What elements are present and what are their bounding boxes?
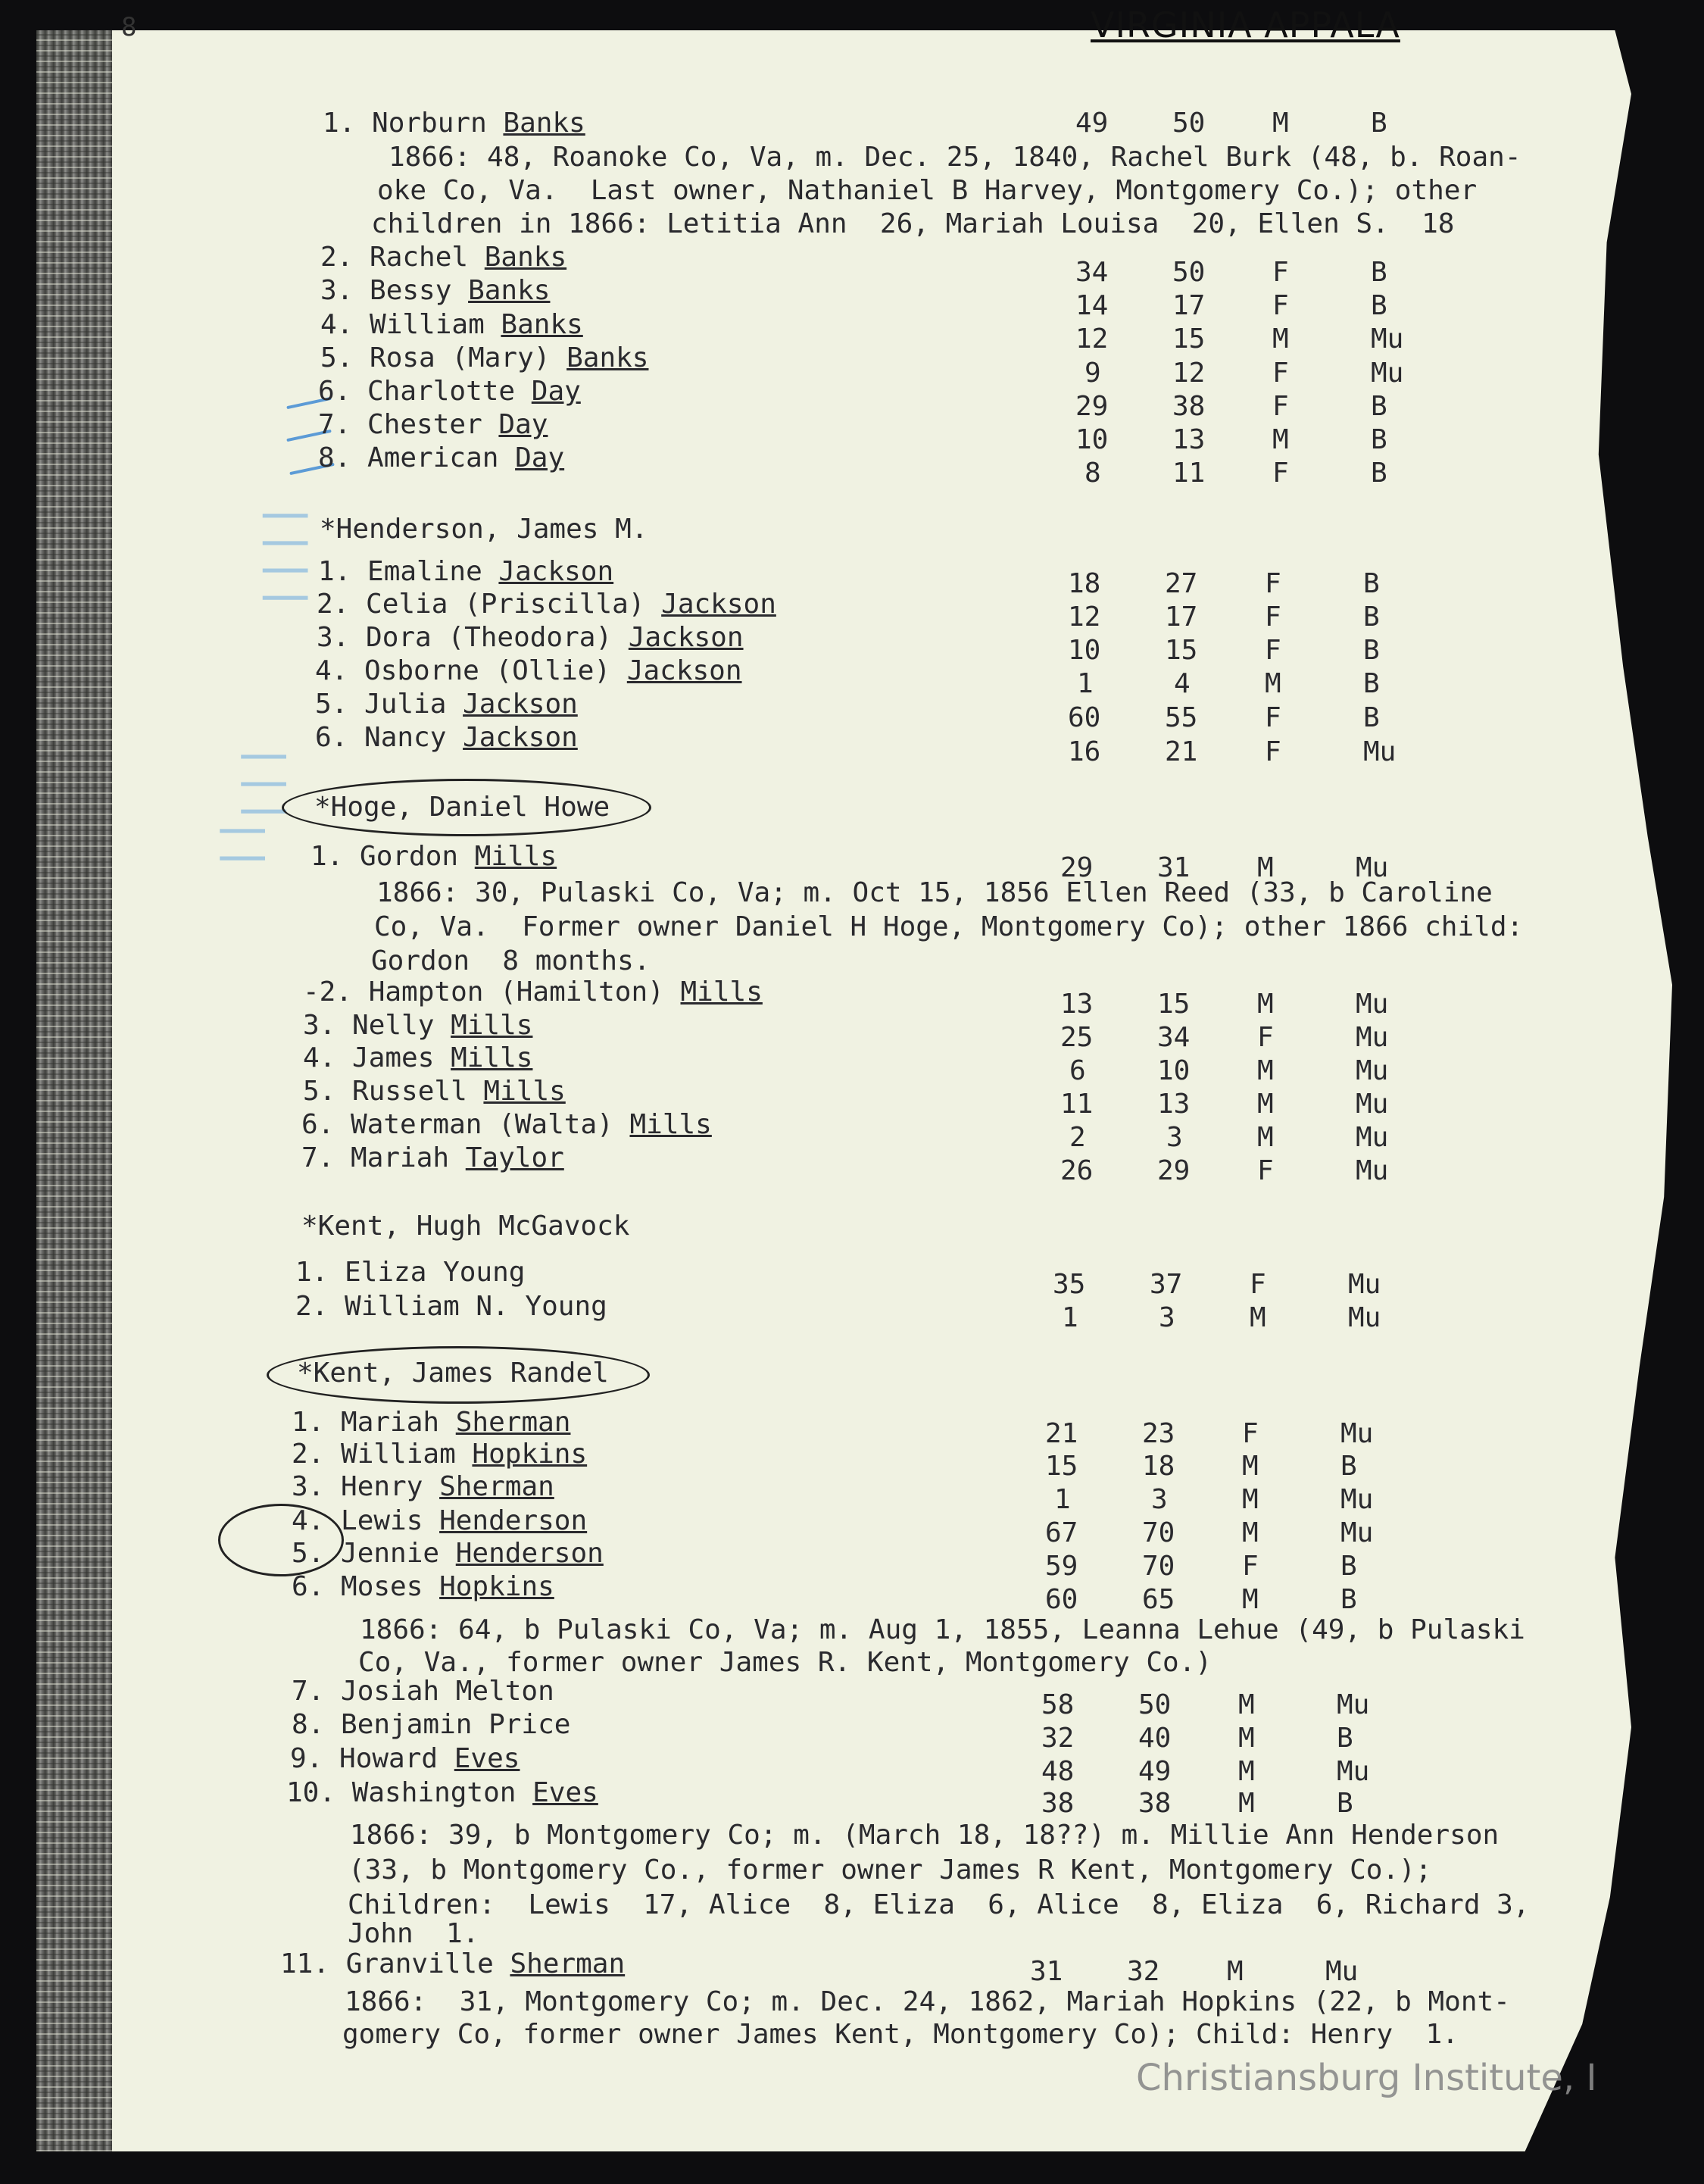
race-value: B (1337, 1723, 1353, 1754)
age-later-value: 70 (1142, 1551, 1175, 1582)
person-entry: 4. James Mills (303, 1042, 533, 1073)
race-value: B (1363, 668, 1380, 699)
sex-value: M (1257, 989, 1274, 1020)
age-later-value: 65 (1142, 1584, 1175, 1615)
watermark: Christiansburg Institute, I (1136, 2057, 1597, 2099)
entry-note: 1866: 30, Pulaski Co, Va; m. Oct 15, 1856 Ellen Reed (33, b Caroline (376, 877, 1493, 908)
age-1866-value: 12 (1068, 601, 1101, 633)
race-value: B (1363, 601, 1380, 633)
surname: Eves (532, 1777, 598, 1808)
person-entry: 2. Rachel Banks (320, 242, 567, 273)
header-title: VIRGINIA APPALA (1091, 5, 1400, 45)
age-later-value: 38 (1172, 391, 1206, 422)
entry-note: John 1. (348, 1918, 479, 1949)
sex-value: M (1257, 852, 1274, 883)
age-1866-value: 10 (1075, 424, 1109, 455)
age-1866-value: 67 (1045, 1517, 1078, 1548)
surname: Hopkins (439, 1571, 554, 1602)
sex-value: M (1238, 1756, 1255, 1787)
race-value: B (1340, 1551, 1357, 1582)
age-1866-value: 31 (1030, 1956, 1063, 1987)
page-number: 8 (121, 12, 137, 42)
sex-value: M (1238, 1788, 1255, 1819)
race-value: Mu (1348, 1302, 1381, 1333)
entry-note: children in 1866: Letitia Ann 26, Mariah Louisa 20, Ellen S. 18 (371, 208, 1455, 239)
sex-value: F (1242, 1551, 1259, 1582)
age-later-value: 15 (1165, 635, 1198, 666)
surname: Jackson (463, 722, 578, 753)
age-later-value: 11 (1172, 458, 1206, 489)
age-later-value: 12 (1172, 358, 1206, 389)
age-1866-value: 59 (1045, 1551, 1078, 1582)
age-1866-value: 25 (1060, 1022, 1094, 1053)
race-value: B (1337, 1788, 1353, 1819)
age-later-value: 13 (1172, 424, 1206, 455)
surname: Mills (629, 1109, 712, 1140)
age-later-value: 70 (1142, 1517, 1175, 1548)
age-later-value: 23 (1142, 1418, 1175, 1449)
surname: Mills (451, 1042, 533, 1073)
race-value: Mu (1356, 852, 1389, 883)
age-1866-value: 29 (1075, 391, 1109, 422)
race-value: Mu (1340, 1484, 1374, 1515)
age-later-value: 50 (1172, 257, 1206, 288)
sex-value: F (1272, 391, 1289, 422)
race-value: B (1371, 290, 1387, 321)
race-value: Mu (1356, 1155, 1389, 1186)
person-entry: 5. Russell Mills (303, 1076, 566, 1107)
age-1866-value: 1 (1062, 1302, 1078, 1333)
age-later-value: 10 (1157, 1055, 1191, 1086)
sex-value: M (1242, 1517, 1259, 1548)
race-value: B (1371, 257, 1387, 288)
person-entry: 1. Eliza Young (295, 1257, 526, 1288)
person-entry: 3. Dora (Theodora) Jackson (317, 622, 744, 653)
sex-value: M (1272, 424, 1289, 455)
person-entry: 1. Emaline Jackson (318, 556, 614, 587)
circle-mark (282, 779, 651, 836)
age-1866-value: 49 (1075, 108, 1109, 139)
age-later-value: 50 (1172, 108, 1206, 139)
surname: Sherman (510, 1948, 626, 1979)
age-1866-value: 13 (1060, 989, 1094, 1020)
age-later-value: 31 (1157, 852, 1191, 883)
race-value: Mu (1337, 1756, 1370, 1787)
age-1866-value: 32 (1041, 1723, 1075, 1754)
age-later-value: 21 (1165, 736, 1198, 767)
person-entry: 6. Charlotte Day (318, 376, 581, 407)
surname: Mills (680, 976, 763, 1008)
surname: Day (498, 409, 548, 440)
race-value: Mu (1348, 1269, 1381, 1300)
race-value: B (1371, 458, 1387, 489)
age-1866-value: 60 (1045, 1584, 1078, 1615)
sex-value: M (1242, 1451, 1259, 1482)
entry-note: Children: Lewis 17, Alice 8, Eliza 6, Alice 8, Eliza 6, Richard 3, (348, 1889, 1530, 1920)
race-value: B (1371, 424, 1387, 455)
person-entry: 3. Henry Sherman (292, 1471, 554, 1502)
sex-value: M (1272, 323, 1289, 355)
age-1866-value: 16 (1068, 736, 1101, 767)
age-1866-value: 21 (1045, 1418, 1078, 1449)
sex-value: F (1272, 290, 1289, 321)
entry-note: Gordon 8 months. (371, 945, 651, 976)
sex-value: F (1265, 736, 1281, 767)
race-value: Mu (1371, 323, 1404, 355)
race-value: B (1340, 1584, 1357, 1615)
race-value: Mu (1356, 1022, 1389, 1053)
surname: Sherman (455, 1407, 571, 1438)
race-value: B (1371, 108, 1387, 139)
surname: Henderson (455, 1538, 604, 1569)
entry-note: 1866: 39, b Montgomery Co; m. (March 18, 18??) m. Millie Ann Henderson (350, 1820, 1500, 1851)
age-later-value: 38 (1138, 1788, 1172, 1819)
sex-value: F (1265, 568, 1281, 599)
person-entry: 4. Osborne (Ollie) Jackson (315, 655, 742, 686)
age-later-value: 15 (1157, 989, 1191, 1020)
age-later-value: 27 (1165, 568, 1198, 599)
blue-tally-mark-3: || (213, 817, 267, 873)
age-1866-value: 1 (1054, 1484, 1071, 1515)
surname: Jackson (626, 655, 742, 686)
age-1866-value: 8 (1085, 458, 1101, 489)
race-value: Mu (1340, 1418, 1374, 1449)
age-1866-value: 35 (1053, 1269, 1086, 1300)
surname: Banks (501, 309, 583, 340)
age-later-value: 3 (1151, 1484, 1168, 1515)
person-entry: 3. Nelly Mills (303, 1010, 533, 1041)
age-1866-value: 12 (1075, 323, 1109, 355)
age-later-value: 49 (1138, 1756, 1172, 1787)
sex-value: M (1238, 1723, 1255, 1754)
blue-tally-mark-2: ||| (234, 742, 288, 826)
race-value: B (1340, 1451, 1357, 1482)
sex-value: F (1272, 358, 1289, 389)
person-entry: 7. Chester Day (318, 409, 548, 440)
surname: Jackson (628, 622, 744, 653)
race-value: Mu (1356, 1122, 1389, 1153)
person-entry: 8. Benjamin Price (292, 1709, 571, 1740)
person-entry: 7. Mariah Taylor (301, 1142, 564, 1173)
race-value: Mu (1337, 1689, 1370, 1720)
person-entry: 4. Lewis Henderson (292, 1505, 588, 1536)
person-entry: 6. Waterman (Walta) Mills (301, 1109, 712, 1140)
sex-value: F (1257, 1022, 1274, 1053)
age-later-value: 37 (1150, 1269, 1183, 1300)
person-entry: 2. William Hopkins (292, 1439, 588, 1470)
age-later-value: 32 (1127, 1956, 1160, 1987)
surname: Eves (454, 1743, 520, 1774)
surname: Banks (503, 108, 585, 139)
entry-note: 1866: 48, Roanoke Co, Va, m. Dec. 25, 1840, Rachel Burk (48, b. Roan- (389, 142, 1521, 173)
owner-heading: *Kent, Hugh McGavock (301, 1211, 630, 1242)
surname: Banks (566, 342, 649, 373)
race-value: Mu (1363, 736, 1397, 767)
age-later-value: 29 (1157, 1155, 1191, 1186)
race-value: Mu (1356, 1089, 1389, 1120)
age-1866-value: 11 (1060, 1089, 1094, 1120)
entry-note: 1866: 64, b Pulaski Co, Va; m. Aug 1, 1855, Leanna Lehue (49, b Pulaski (360, 1614, 1525, 1645)
surname: Day (515, 442, 565, 473)
surname: Mills (474, 841, 557, 872)
race-value: B (1371, 391, 1387, 422)
age-1866-value: 38 (1041, 1788, 1075, 1819)
race-value: B (1363, 702, 1380, 733)
age-1866-value: 15 (1045, 1451, 1078, 1482)
age-1866-value: 2 (1069, 1122, 1086, 1153)
sex-value: F (1265, 702, 1281, 733)
person-entry: 5. Julia Jackson (315, 689, 578, 720)
surname: Hopkins (472, 1439, 588, 1470)
person-entry: 2. Celia (Priscilla) Jackson (317, 589, 776, 620)
race-value: Mu (1325, 1956, 1359, 1987)
age-1866-value: 6 (1069, 1055, 1086, 1086)
race-value: Mu (1356, 1055, 1389, 1086)
age-1866-value: 9 (1085, 358, 1101, 389)
age-later-value: 50 (1138, 1689, 1172, 1720)
race-value: Mu (1340, 1517, 1374, 1548)
owner-heading: *Hoge, Daniel Howe (314, 792, 610, 823)
age-1866-value: 29 (1060, 852, 1094, 883)
sex-value: F (1242, 1418, 1259, 1449)
entry-note: (33, b Montgomery Co., former owner James R Kent, Montgomery Co.); (348, 1854, 1432, 1886)
sex-value: F (1272, 257, 1289, 288)
person-entry: 7. Josiah Melton (292, 1676, 554, 1707)
race-value: Mu (1371, 358, 1404, 389)
age-later-value: 4 (1174, 668, 1191, 699)
sex-value: F (1265, 635, 1281, 666)
person-entry: 8. American Day (318, 442, 565, 473)
age-1866-value: 18 (1068, 568, 1101, 599)
person-entry: 9. Howard Eves (290, 1743, 520, 1774)
person-entry: 6. Nancy Jackson (315, 722, 578, 753)
owner-heading: *Kent, James Randel (297, 1358, 609, 1389)
circle-mark (267, 1346, 650, 1404)
age-1866-value: 1 (1077, 668, 1094, 699)
age-1866-value: 26 (1060, 1155, 1094, 1186)
age-1866-value: 14 (1075, 290, 1109, 321)
person-entry: 3. Bessy Banks (320, 275, 551, 306)
age-later-value: 34 (1157, 1022, 1191, 1053)
age-1866-value: 34 (1075, 257, 1109, 288)
person-entry: 5. Jennie Henderson (292, 1538, 604, 1569)
person-entry: 5. Rosa (Mary) Banks (320, 342, 649, 373)
age-later-value: 17 (1172, 290, 1206, 321)
sex-value: M (1257, 1122, 1274, 1153)
surname: Taylor (465, 1142, 564, 1173)
age-1866-value: 48 (1041, 1756, 1075, 1787)
age-1866-value: 10 (1068, 635, 1101, 666)
sex-value: M (1265, 668, 1281, 699)
surname: Banks (484, 242, 567, 273)
person-entry: 1. Gordon Mills (311, 841, 557, 872)
surname: Jackson (498, 556, 614, 587)
surname: Banks (468, 275, 551, 306)
person-entry: 1. Norburn Banks (323, 108, 585, 139)
person-entry: 1. Mariah Sherman (292, 1407, 571, 1438)
person-entry: 6. Moses Hopkins (292, 1571, 554, 1602)
person-entry: 10. Washington Eves (286, 1777, 598, 1808)
sex-value: F (1272, 458, 1289, 489)
age-1866-value: 58 (1041, 1689, 1075, 1720)
age-later-value: 40 (1138, 1723, 1172, 1754)
sex-value: M (1242, 1584, 1259, 1615)
surname: Sherman (439, 1471, 554, 1502)
age-1866-value: 60 (1068, 702, 1101, 733)
surname: Mills (483, 1076, 566, 1107)
age-later-value: 17 (1165, 601, 1198, 633)
age-later-value: 55 (1165, 702, 1198, 733)
race-value: B (1363, 568, 1380, 599)
person-entry: 11. Granville Sherman (280, 1948, 626, 1979)
surname: Mills (451, 1010, 533, 1041)
race-value: B (1363, 635, 1380, 666)
scan-edge-shadow (36, 30, 112, 2151)
sex-value: F (1265, 601, 1281, 633)
sex-value: F (1257, 1155, 1274, 1186)
surname: Day (531, 376, 581, 407)
person-entry: -2. Hampton (Hamilton) Mills (303, 976, 763, 1008)
person-entry: 2. William N. Young (295, 1291, 607, 1322)
sex-value: M (1272, 108, 1289, 139)
sex-value: M (1250, 1302, 1266, 1333)
sex-value: M (1242, 1484, 1259, 1515)
person-entry: 4. William Banks (320, 309, 583, 340)
entry-note: oke Co, Va. Last owner, Nathaniel B Harvey, Montgomery Co.); other (377, 175, 1478, 206)
age-later-value: 15 (1172, 323, 1206, 355)
entry-note: 1866: 31, Montgomery Co; m. Dec. 24, 1862, Mariah Hopkins (22, b Mont- (345, 1986, 1510, 2017)
sex-value: M (1257, 1089, 1274, 1120)
age-later-value: 18 (1142, 1451, 1175, 1482)
age-later-value: 3 (1166, 1122, 1183, 1153)
surname: Jackson (661, 589, 776, 620)
entry-note: Co, Va., former owner James R. Kent, Montgomery Co.) (358, 1647, 1212, 1678)
sex-value: M (1257, 1055, 1274, 1086)
age-later-value: 3 (1159, 1302, 1175, 1333)
race-value: Mu (1356, 989, 1389, 1020)
owner-heading: *Henderson, James M. (320, 514, 648, 545)
surname: Henderson (439, 1505, 588, 1536)
surname: Jackson (463, 689, 578, 720)
sex-value: F (1250, 1269, 1266, 1300)
sex-value: M (1227, 1956, 1244, 1987)
entry-note: Co, Va. Former owner Daniel H Hoge, Montgomery Co); other 1866 child: (374, 911, 1524, 942)
sex-value: M (1238, 1689, 1255, 1720)
age-later-value: 13 (1157, 1089, 1191, 1120)
entry-note: gomery Co, former owner James Kent, Montgomery Co); Child: Henry 1. (342, 2019, 1459, 2050)
blue-tally-mark-1: |||| (255, 501, 309, 612)
